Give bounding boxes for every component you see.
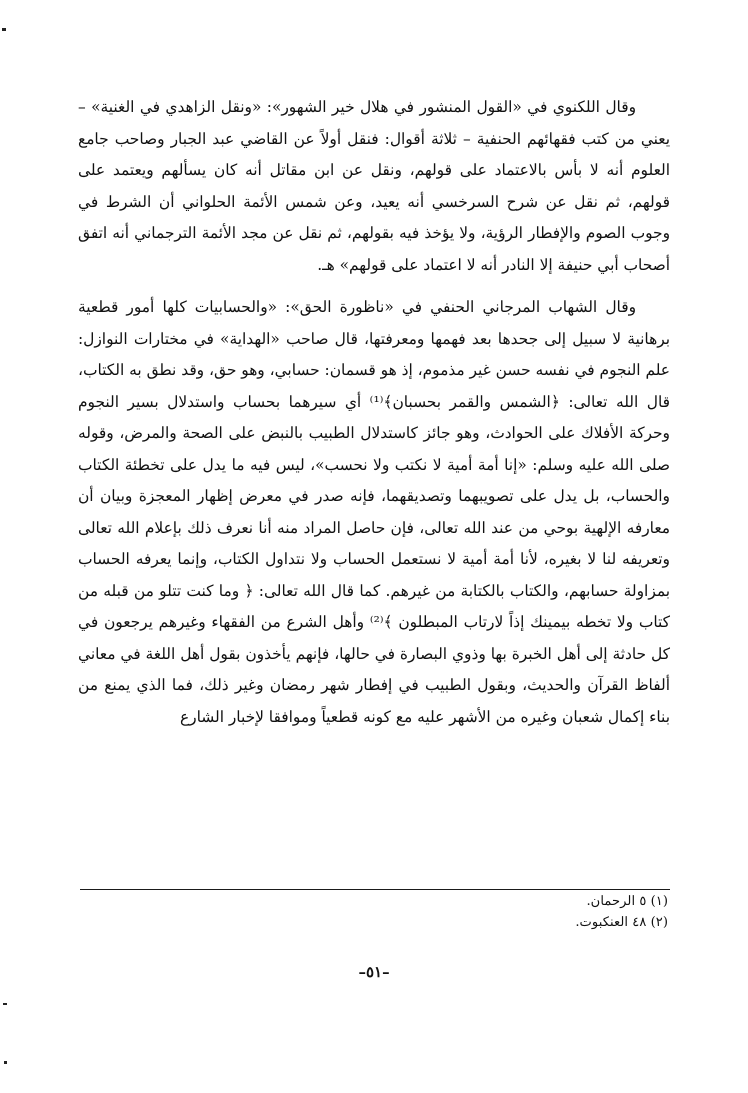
scan-speck — [4, 1061, 7, 1064]
footnote-1: (١) ٥ الرحمان. — [586, 894, 668, 909]
paragraph-2: وقال الشهاب المرجاني الحنفي في «ناظورة الحق»: «والحسابيات كلها أمور قطعية برهانية لا سبيل إلى جحدها بعد فهمها ومعرفتها، قال صاحب «الهداية» في مختارات النوازل: علم النجوم في نفسه حسن غير مذموم، إذ هو قسمان: حسابي، وهو حق، وقد نطق به الكتاب، قال الله تعالى: ﴿الشمس والقمر بحسبان﴾⁽¹⁾ أي سيرهما بحساب واستدلال بسير النجوم وحركة الأفلاك على الحوادث، وهو جائز كاستدلال الطبيب بالنبض على الصحة والمرض، وقوله صلى الله عليه وسلم: «إنا أمة أمية لا نكتب ولا نحسب»، ليس فيه ما يدل على تخطئة الكتاب والحساب، بل يدل على تصويبهما وتصديقهما، فإنه صدر في معرض إظهار المعجزة وبيان أن معارفه الإلهية بوحي من عند الله تعالى، فإن حاصل المراد منه أنا نعرف ذلك بإعلام الله تعالى وتعريفه لنا لا بغيره، لأنا أمة أمية لا نستعمل الحساب ولا نتداول الكتاب، وإنما يعرفه الحساب بمزاولة حسابهم، والكتاب بالكتابة من غيرهم. كما قال الله تعالى: ﴿ وما كنت تتلو من قبله من كتاب ولا تخطه بيمينك إذاً لارتاب المبطلون ﴾⁽²⁾ وأهل الشرع من الفقهاء وغيرهم يرجعون في كل حادثة إلى أهل الخبرة بها وذوي البصارة في حالها، فإنهم يأخذون بقول أهل اللغة في معاني ألفاظ القرآن والحديث، وبقول الطبيب في إفطار شهر رمضان وغير ذلك، فما الذي يمنع من بناء إكمال شعبان وغيره من الأشهر عليه مع كونه قطعياً وموافقا لإخبار الشارع — [78, 298, 670, 726]
scan-speck — [3, 1003, 7, 1005]
main-text — [78, 92, 670, 733]
scan-speck — [2, 28, 6, 31]
footnote-2: (٢) ٤٨ العنكبوت. — [575, 915, 668, 930]
paragraph-1: وقال اللكنوي في «القول المنشور في هلال خير الشهور»: «ونقل الزاهدي في الغنية» – يعني من كتب فقهائهم الحنفية – ثلاثة أقوال: فنقل أولاً عن القاضي عبد الجبار وصاحب جامع العلوم أنه لا بأس بالاعتماد على قولهم، ونقل عن ابن مقاتل أنه كان يسألهم ويعتمد على قولهم، ثم نقل عن شرح السرخسي أنه يعيد، وعن شمس الأئمة الحلواني أن الشرط في وجوب الصوم والإفطار الرؤية، ولا يؤخذ فيه بقولهم، ثم نقل عن مجد الأئمة الترجماني أنه اتفق أصحاب أبي حنيفة إلا النادر أنه لا اعتماد على قولهم» هـ. — [78, 98, 670, 274]
footnotes — [80, 891, 668, 933]
footnote-separator — [80, 889, 670, 890]
page-number: –٥١– — [358, 963, 390, 981]
